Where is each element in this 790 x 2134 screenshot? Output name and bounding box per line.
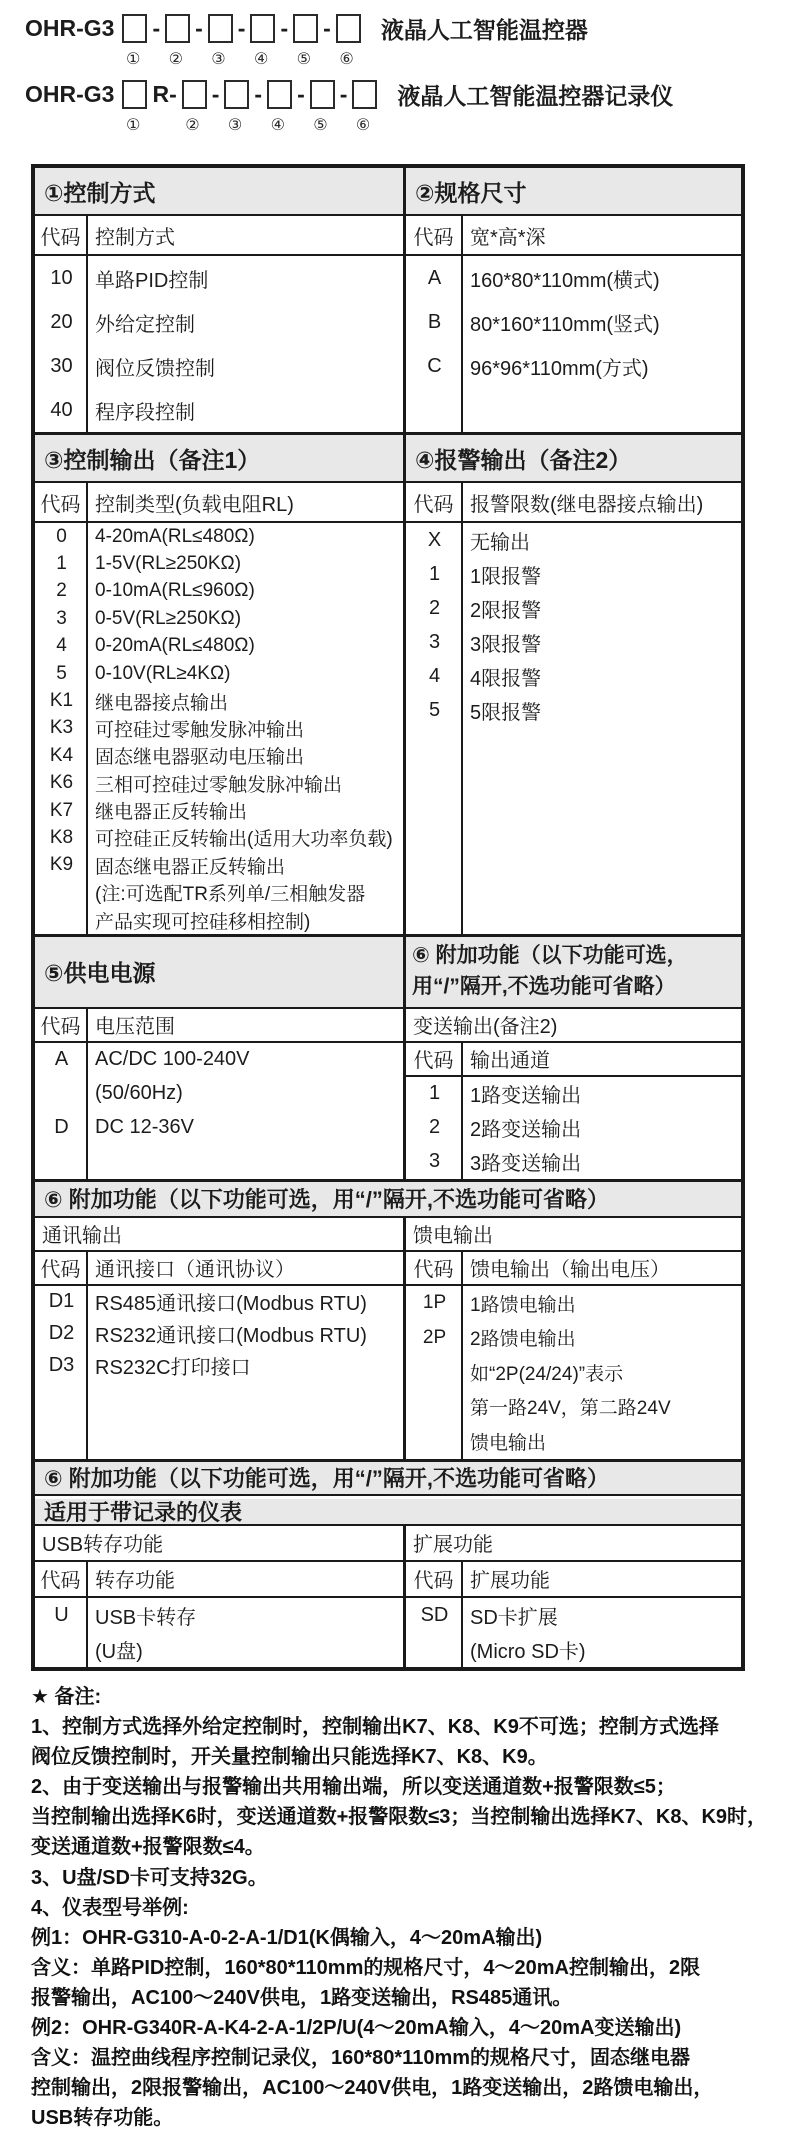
model-separator: - bbox=[297, 80, 305, 107]
table-row bbox=[406, 693, 741, 727]
code-cell: K3 bbox=[49, 717, 74, 739]
code-column-header: 代码 bbox=[406, 1252, 463, 1284]
position-label: ⑤ bbox=[313, 117, 328, 134]
desc-cell: (50/60Hz) bbox=[95, 1082, 183, 1105]
model-line-recorder bbox=[25, 74, 785, 114]
desc-cell: 固态继电器正反转输出 bbox=[95, 856, 286, 878]
section-transmit-output bbox=[406, 937, 741, 1179]
code-cell: 2P bbox=[422, 1326, 447, 1348]
model-box bbox=[122, 80, 147, 109]
model-box bbox=[182, 80, 207, 109]
code-cell: 4 bbox=[56, 635, 67, 657]
desc-cell: 1路变送输出 bbox=[470, 1085, 582, 1108]
table-row bbox=[35, 1318, 403, 1350]
code-cell: 3 bbox=[428, 630, 441, 653]
table-row bbox=[35, 879, 403, 906]
desc-cell: 继电器正反转输出 bbox=[95, 802, 248, 824]
table-row bbox=[35, 344, 403, 388]
spec-table bbox=[31, 164, 745, 1671]
section-rows bbox=[35, 1286, 403, 1459]
section-title: ⑤供电电源 bbox=[35, 937, 403, 1009]
desc-cell: 0-20mA(RL≤480Ω) bbox=[95, 635, 255, 657]
code-cell: 20 bbox=[50, 310, 73, 333]
desc-cell: 第一路24V，第二路24V bbox=[470, 1398, 671, 1420]
table-row bbox=[35, 633, 403, 660]
column-header bbox=[406, 1562, 741, 1598]
note-line: 例1：OHR-G310-A-0-2-A-1/D1(K偶输入，4～20mA输出) bbox=[31, 1926, 543, 1949]
column-header bbox=[35, 1562, 403, 1598]
section-title-line1: ⑥ 附加功能（以下功能可选， bbox=[412, 944, 688, 968]
desc-cell: DC 12-36V bbox=[95, 1116, 194, 1139]
column-header bbox=[35, 1009, 403, 1043]
table-row bbox=[35, 852, 403, 879]
section-rows bbox=[406, 256, 741, 432]
section-dimensions bbox=[406, 168, 741, 432]
band-control-mode-dimensions bbox=[35, 168, 741, 432]
code-cell: 1 bbox=[56, 553, 67, 575]
note-line: 控制输出，2限报警输出，AC100～240V供电，1路变送输出，2路馈电输出， bbox=[31, 2077, 714, 2100]
model-box bbox=[352, 80, 377, 109]
section-rows bbox=[406, 1286, 741, 1459]
desc-cell: 2路馈电输出 bbox=[470, 1329, 576, 1351]
code-cell: D3 bbox=[48, 1354, 75, 1377]
code-cell: 30 bbox=[50, 354, 73, 377]
table-row bbox=[406, 591, 741, 625]
section-power-supply bbox=[35, 937, 406, 1179]
table-row bbox=[35, 742, 403, 769]
table-row bbox=[406, 1424, 741, 1459]
code-cell: A bbox=[54, 1048, 69, 1071]
model-separator: - bbox=[280, 14, 289, 41]
model-box bbox=[267, 80, 292, 109]
section-title-line2: 用“/”隔开,不选功能可省略） bbox=[412, 974, 676, 998]
desc-cell: 如“2P(24/24)”表示 bbox=[470, 1363, 624, 1385]
section-rows bbox=[35, 256, 403, 432]
position-label: ⑤ bbox=[296, 51, 311, 68]
table-row bbox=[406, 300, 741, 344]
table-row bbox=[406, 1145, 741, 1179]
code-column-header: 代码 bbox=[35, 1009, 88, 1041]
table-row bbox=[35, 256, 403, 300]
code-cell: K4 bbox=[49, 744, 74, 766]
desc-cell: 1-5V(RL≥250KΩ) bbox=[95, 553, 242, 575]
table-row bbox=[35, 824, 403, 851]
section-title: ④报警输出（备注2） bbox=[406, 435, 741, 483]
desc-cell: 可控硅正反转输出(适用大功率负载) bbox=[95, 829, 393, 851]
table-row bbox=[35, 550, 403, 577]
desc-cell: 80*160*110mm(竖式) bbox=[470, 313, 660, 336]
model-prefix: OHR-G3 bbox=[25, 80, 115, 107]
notes-title: ★ 备注: bbox=[31, 1686, 102, 1708]
desc-cell: (Micro SD卡) bbox=[470, 1641, 586, 1664]
desc-cell: 4-20mA(RL≤480Ω) bbox=[95, 525, 255, 547]
position-label: ⑥ bbox=[339, 51, 354, 68]
model-separator: - bbox=[152, 14, 161, 41]
code-cell: K8 bbox=[49, 826, 74, 848]
section-comm-output bbox=[35, 1218, 406, 1459]
code-cell: 4 bbox=[428, 664, 441, 687]
desc-cell: 外给定控制 bbox=[95, 313, 195, 336]
table-row bbox=[35, 797, 403, 824]
title-block bbox=[25, 8, 785, 140]
table-row bbox=[406, 1632, 741, 1667]
desc-column-header: 通讯接口（通讯协议） bbox=[95, 1259, 295, 1282]
desc-cell: AC/DC 100-240V bbox=[95, 1048, 250, 1071]
section-control-output bbox=[35, 435, 406, 934]
notes-block bbox=[31, 1682, 773, 2133]
sub-header: 馈电输出 bbox=[406, 1218, 741, 1252]
code-cell: 2 bbox=[428, 596, 441, 619]
desc-column-header: 扩展功能 bbox=[470, 1570, 550, 1593]
table-row bbox=[406, 344, 741, 388]
table-row bbox=[35, 1598, 403, 1633]
section-title: ⑥ 附加功能（以下功能可选，用“/”隔开,不选功能可省略） bbox=[35, 1462, 741, 1496]
desc-cell: (U盘) bbox=[95, 1641, 143, 1664]
model-separator: - bbox=[195, 14, 203, 41]
section-rows bbox=[35, 1043, 403, 1179]
desc-column-header: 宽*高*深 bbox=[470, 226, 546, 249]
section-alarm-output bbox=[406, 435, 741, 934]
table-row bbox=[35, 300, 403, 344]
model-box bbox=[250, 14, 275, 43]
code-column-header: 代码 bbox=[35, 216, 88, 254]
model-box bbox=[310, 80, 335, 109]
code-cell: B bbox=[427, 310, 442, 333]
desc-cell: 单路PID控制 bbox=[95, 269, 209, 292]
model-line-controller bbox=[25, 8, 785, 48]
code-cell: 1 bbox=[428, 562, 441, 585]
position-label: ④ bbox=[253, 51, 269, 68]
desc-column-header: 电压范围 bbox=[95, 1016, 175, 1039]
model-box-strip bbox=[118, 14, 364, 43]
code-cell: 3 bbox=[428, 1150, 441, 1173]
table-row bbox=[406, 557, 741, 591]
desc-column-header: 输出通道 bbox=[470, 1050, 550, 1073]
desc-cell: 产品实现可控硅移相控制) bbox=[95, 911, 311, 933]
position-label: ① bbox=[125, 117, 141, 134]
desc-cell: RS232C打印接口 bbox=[95, 1357, 251, 1380]
model-box bbox=[336, 14, 361, 43]
code-cell: K6 bbox=[49, 772, 74, 794]
code-cell: D1 bbox=[48, 1290, 75, 1313]
band-comm-feed bbox=[35, 1179, 741, 1459]
desc-column-header: 控制方式 bbox=[95, 226, 175, 249]
model-box bbox=[122, 14, 147, 43]
model-box-strip bbox=[118, 80, 381, 109]
desc-cell: RS485通讯接口(Modbus RTU) bbox=[95, 1293, 367, 1316]
desc-cell: 馈电输出 bbox=[470, 1432, 547, 1454]
position-label: ① bbox=[125, 51, 141, 68]
note-line: 报警输出，AC100～240V供电，1路变送输出，RS485通讯。 bbox=[31, 1986, 573, 2009]
note-line: USB转存功能。 bbox=[31, 2107, 174, 2130]
code-cell: 10 bbox=[50, 266, 73, 289]
desc-cell: 三相可控硅过零触发脉冲输出 bbox=[95, 774, 343, 796]
model-box bbox=[293, 14, 318, 43]
table-row bbox=[406, 1077, 741, 1111]
note-line: 含义：单路PID控制，160*80*110mm的规格尺寸，4～20mA控制输出，2限 bbox=[31, 1956, 701, 1979]
desc-cell: 1限报警 bbox=[470, 565, 542, 588]
desc-column-header: 馈电输出（输出电压） bbox=[470, 1259, 670, 1282]
section-subtitle: 适用于带记录的仪表 bbox=[35, 1496, 741, 1526]
position-label: ② bbox=[185, 117, 200, 134]
position-label: ⑥ bbox=[355, 117, 371, 134]
section-rows bbox=[35, 523, 403, 934]
desc-cell: 96*96*110mm(方式) bbox=[470, 357, 649, 380]
product-name-controller: 液晶人工智能温控器 bbox=[380, 16, 588, 43]
desc-cell: 无输出 bbox=[470, 531, 530, 554]
section-rows bbox=[406, 1077, 741, 1179]
code-cell: A bbox=[427, 266, 442, 289]
code-cell: 0 bbox=[56, 525, 67, 547]
model-box bbox=[208, 14, 233, 43]
model-separator: R- bbox=[152, 80, 177, 107]
desc-cell: 0-5V(RL≥250KΩ) bbox=[95, 607, 242, 629]
code-cell: K9 bbox=[49, 854, 74, 876]
desc-cell: 固态继电器驱动电压输出 bbox=[95, 747, 305, 769]
table-row bbox=[35, 1632, 403, 1667]
table-row bbox=[35, 906, 403, 933]
position-label: ④ bbox=[270, 117, 285, 134]
section-title bbox=[406, 937, 741, 1009]
code-cell: 1 bbox=[428, 1082, 441, 1105]
table-row bbox=[406, 1598, 741, 1633]
table-row bbox=[35, 715, 403, 742]
band-record-functions bbox=[35, 1459, 741, 1667]
table-row bbox=[35, 605, 403, 632]
code-column-header: 代码 bbox=[406, 216, 463, 254]
code-column-header: 代码 bbox=[406, 483, 463, 521]
table-row bbox=[35, 660, 403, 687]
section-expand-function bbox=[406, 1526, 741, 1667]
note-line: 阀位反馈控制时，开关量控制输出只能选择K7、K8、K9。 bbox=[31, 1746, 548, 1769]
code-cell: K7 bbox=[49, 799, 74, 821]
code-column-header: 代码 bbox=[35, 483, 88, 521]
section-rows bbox=[35, 1598, 403, 1667]
code-cell: 5 bbox=[56, 662, 67, 684]
column-header bbox=[406, 483, 741, 523]
desc-cell: 2限报警 bbox=[470, 599, 542, 622]
section-rows bbox=[406, 1598, 741, 1667]
table-row bbox=[406, 1111, 741, 1145]
desc-cell: 继电器接点输出 bbox=[95, 692, 229, 714]
table-row bbox=[406, 1355, 741, 1390]
code-cell: D bbox=[54, 1116, 69, 1139]
table-row bbox=[406, 1320, 741, 1355]
desc-column-header: 转存功能 bbox=[95, 1570, 175, 1593]
sub-header: 变送输出(备注2) bbox=[406, 1009, 741, 1043]
position-label: ② bbox=[168, 51, 183, 68]
position-number-row bbox=[25, 48, 785, 74]
desc-cell: 程序段控制 bbox=[95, 401, 195, 424]
desc-cell: USB卡转存 bbox=[95, 1606, 197, 1629]
table-row bbox=[406, 1286, 741, 1321]
desc-cell: 阀位反馈控制 bbox=[95, 357, 215, 380]
note-line: 3、U盘/SD卡可支持32G。 bbox=[31, 1866, 268, 1889]
sub-header: 通讯输出 bbox=[35, 1218, 403, 1252]
code-cell: 1P bbox=[422, 1292, 447, 1314]
desc-cell: (注:可选配TR系列单/三相触发器 bbox=[95, 884, 366, 906]
code-cell: SD bbox=[420, 1603, 449, 1626]
desc-cell: SD卡扩展 bbox=[470, 1606, 558, 1629]
desc-cell: 2路变送输出 bbox=[470, 1119, 582, 1142]
note-line: 2、由于变送输出与报警输出共用输出端，所以变送通道数+报警限数≤5； bbox=[31, 1776, 676, 1799]
section-title: ③控制输出（备注1） bbox=[35, 435, 403, 483]
code-column-header: 代码 bbox=[35, 1252, 88, 1284]
code-cell: 5 bbox=[428, 698, 441, 721]
code-column-header: 代码 bbox=[406, 1562, 463, 1596]
note-line: 4、仪表型号举例: bbox=[31, 1896, 189, 1919]
table-row bbox=[35, 1286, 403, 1318]
section-title: ①控制方式 bbox=[35, 168, 403, 216]
note-line: 例2：OHR-G340R-A-K4-2-A-1/2P/U(4～20mA输入，4～20mA变送输出) bbox=[31, 2017, 682, 2040]
model-separator: - bbox=[211, 80, 220, 107]
model-separator: - bbox=[254, 80, 263, 107]
model-separator: - bbox=[339, 80, 348, 107]
code-cell: 2 bbox=[56, 580, 67, 602]
table-row bbox=[35, 1043, 403, 1077]
desc-cell: 5限报警 bbox=[470, 701, 542, 724]
section-control-mode bbox=[35, 168, 406, 432]
desc-cell: 160*80*110mm(横式) bbox=[470, 269, 660, 292]
section-title: ②规格尺寸 bbox=[406, 168, 741, 216]
model-separator: - bbox=[237, 14, 246, 41]
table-row bbox=[35, 1350, 403, 1382]
table-row bbox=[406, 523, 741, 557]
product-name-recorder: 液晶人工智能温控器记录仪 bbox=[397, 82, 674, 109]
table-row bbox=[35, 388, 403, 432]
code-cell: C bbox=[427, 354, 442, 377]
notes-lines bbox=[31, 1712, 773, 2133]
table-row bbox=[406, 1389, 741, 1424]
desc-cell: 1路馈电输出 bbox=[470, 1294, 576, 1316]
table-row bbox=[35, 770, 403, 797]
table-row bbox=[406, 625, 741, 659]
code-cell: K1 bbox=[49, 690, 74, 712]
column-header bbox=[35, 1252, 403, 1286]
position-label: ③ bbox=[227, 117, 243, 134]
model-box bbox=[224, 80, 249, 109]
band-power-transmit bbox=[35, 934, 741, 1179]
desc-cell: RS232通讯接口(Modbus RTU) bbox=[95, 1325, 367, 1348]
model-prefix: OHR-G3 bbox=[25, 14, 115, 41]
desc-cell: 可控硅过零触发脉冲输出 bbox=[95, 719, 305, 741]
band-control-output-alarm bbox=[35, 432, 741, 934]
sub-header: 扩展功能 bbox=[406, 1526, 741, 1562]
sub-header: USB转存功能 bbox=[35, 1526, 403, 1562]
table-row bbox=[35, 523, 403, 550]
note-line: 变送通道数+报警限数≤4。 bbox=[31, 1836, 265, 1859]
column-header bbox=[406, 216, 741, 256]
model-box bbox=[165, 14, 190, 43]
code-cell: D2 bbox=[48, 1322, 75, 1345]
desc-cell: 3限报警 bbox=[470, 633, 542, 656]
section-title: ⑥ 附加功能（以下功能可选，用“/”隔开,不选功能可省略） bbox=[35, 1182, 741, 1218]
column-header bbox=[35, 483, 403, 523]
column-header bbox=[406, 1252, 741, 1286]
code-cell: X bbox=[427, 528, 442, 551]
table-row bbox=[35, 1077, 403, 1111]
column-header bbox=[406, 1043, 741, 1077]
table-row bbox=[406, 659, 741, 693]
section-usb-transfer bbox=[35, 1526, 406, 1667]
section-feed-output bbox=[406, 1218, 741, 1459]
column-header bbox=[35, 216, 403, 256]
position-label: ③ bbox=[211, 51, 226, 68]
section-rows bbox=[406, 523, 741, 934]
table-row bbox=[35, 578, 403, 605]
desc-cell: 3路变送输出 bbox=[470, 1153, 582, 1176]
note-line: 当控制输出选择K6时，变送通道数+报警限数≤3；当控制输出选择K7、K8、K9时， bbox=[31, 1806, 768, 1829]
table-row bbox=[35, 1111, 403, 1145]
note-line: 含义：温控曲线程序控制记录仪，160*80*110mm的规格尺寸，固态继电器 bbox=[31, 2047, 691, 2070]
desc-cell: 0-10mA(RL≤960Ω) bbox=[95, 580, 255, 602]
model-separator: - bbox=[323, 14, 331, 41]
table-row bbox=[35, 687, 403, 714]
code-column-header: 代码 bbox=[406, 1043, 463, 1075]
table-row bbox=[406, 256, 741, 300]
note-line: 1、控制方式选择外给定控制时，控制输出K7、K8、K9不可选；控制方式选择 bbox=[31, 1716, 719, 1739]
code-column-header: 代码 bbox=[35, 1562, 88, 1596]
code-cell: U bbox=[54, 1603, 69, 1626]
desc-cell: 0-10V(RL≥4KΩ) bbox=[95, 662, 231, 684]
desc-cell: 4限报警 bbox=[470, 667, 542, 690]
code-cell: 40 bbox=[50, 398, 73, 421]
position-number-row bbox=[25, 114, 785, 140]
code-cell: 3 bbox=[56, 607, 67, 629]
desc-column-header: 报警限数(继电器接点输出) bbox=[470, 493, 704, 516]
code-cell: 2 bbox=[428, 1116, 441, 1139]
desc-column-header: 控制类型(负载电阻RL) bbox=[95, 493, 294, 516]
